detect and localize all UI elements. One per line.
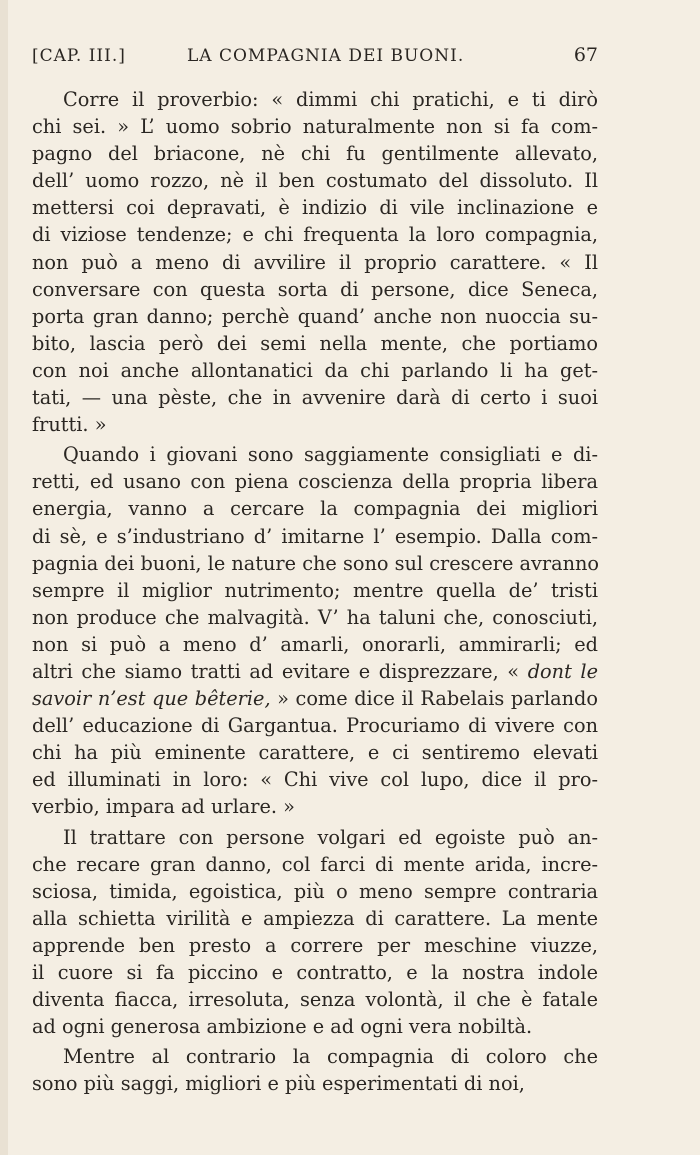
text-line: Il trattare con persone volgari ed egoiste può an- <box>63 825 598 849</box>
body-text <box>32 86 598 1097</box>
text-line: tati, — una pèste, che in avvenire darà di certo i suoi <box>32 386 598 410</box>
text-line: Corre il proverbio: « dimmi chi pratichi, e ti dirò <box>63 88 598 111</box>
text-line: alla schietta virilità e ampiezza di carattere. La mente <box>32 906 598 930</box>
text-line: ad ogni generosa ambizione e ad ogni vera nobiltà. <box>32 1015 533 1039</box>
running-title: LA COMPAGNIA DEI BUONI. <box>187 46 465 66</box>
text-line: bito, lascia però dei semi nella mente, che portiamo <box>32 331 598 355</box>
text-line: pagno del briacone, nè chi fu gentilmente allevato, <box>32 142 598 166</box>
text-line: non può a meno di avvilire il proprio carattere. « Il <box>32 250 598 274</box>
text-line: che recare gran danno, col farci di mente arida, incre- <box>32 852 598 876</box>
paragraph <box>32 441 598 820</box>
italic-quote: dont le <box>527 659 598 683</box>
text-line: dell’ educazione di Gargantua. Procuriamo di vivere con <box>32 714 598 738</box>
text-line: mettersi coi depravati, è indizio di vile inclinazione e <box>32 196 598 220</box>
text-line: Quando i giovani sono saggiamente consigliati e di- <box>63 443 598 467</box>
text-line: chi ha più eminente carattere, e ci sentiremo elevati <box>32 741 598 765</box>
text-line: dell’ uomo rozzo, nè il ben costumato del dissoluto. Il <box>32 169 598 193</box>
text-line: il cuore si fa piccino e contratto, e la nostra indole <box>32 961 598 984</box>
text-line: con noi anche allontanatici da chi parlando li ha get- <box>32 358 598 382</box>
page-edge <box>0 0 8 1155</box>
text-line: di sè, e s’industriano d’ imitarne l’ esempio. Dalla com- <box>32 524 598 548</box>
text-line: sciosa, timida, egoistica, più o meno sempre contraria <box>32 879 598 903</box>
page-number: 67 <box>573 44 598 66</box>
paragraph <box>32 824 598 1041</box>
text-line: pagnia dei buoni, le nature che sono sul crescere avranno <box>32 551 600 575</box>
text-line: ed illuminati in loro: « Chi vive col lupo, dice il pro- <box>32 768 598 792</box>
italic-quote: savoir n’est que bêterie, <box>32 687 271 711</box>
paragraph <box>32 86 598 438</box>
text-line: Mentre al contrario la compagnia di coloro che <box>63 1045 598 1069</box>
text-line: di viziose tendenze; e chi frequenta la loro compagnia, <box>32 223 598 247</box>
text-line: energia, vanno a cercare la compagnia dei migliori <box>32 497 598 521</box>
text-line: apprende ben presto a correre per meschine viuzze, <box>32 933 598 957</box>
text-line: sempre il miglior nutrimento; mentre quella de’ tristi <box>32 578 598 602</box>
text-line: conversare con questa sorta di persone, dice Seneca, <box>32 277 598 301</box>
text-line: sono più saggi, migliori e più esperimentati di noi, <box>32 1072 525 1096</box>
text-line: porta gran danno; perchè quand’ anche non nuoccia su- <box>32 304 598 328</box>
text-line: frutti. » <box>32 413 107 437</box>
text-line: diventa fiacca, irresoluta, senza volontà, il che è fatale <box>32 988 598 1012</box>
text-line: altri che siamo tratti ad evitare e disprezzare, « dont le <box>32 659 598 683</box>
text-line: retti, ed usano con piena coscienza della propria libera <box>32 470 598 494</box>
text-line: non produce che malvagità. V’ ha taluni che, conosciuti, <box>32 605 598 629</box>
running-header <box>32 44 598 74</box>
text-line: non si può a meno d’ amarli, onorarli, ammirarli; ed <box>32 632 598 656</box>
paragraph <box>32 1043 598 1097</box>
text-line: chi sei. » L’ uomo sobrio naturalmente non si fa com- <box>32 115 598 139</box>
chapter-label: [CAP. III.] <box>32 46 126 66</box>
text-line: savoir n’est que bêterie, » come dice il Rabelais parlando <box>32 687 598 711</box>
text-line: verbio, impara ad urlare. » <box>32 795 295 819</box>
